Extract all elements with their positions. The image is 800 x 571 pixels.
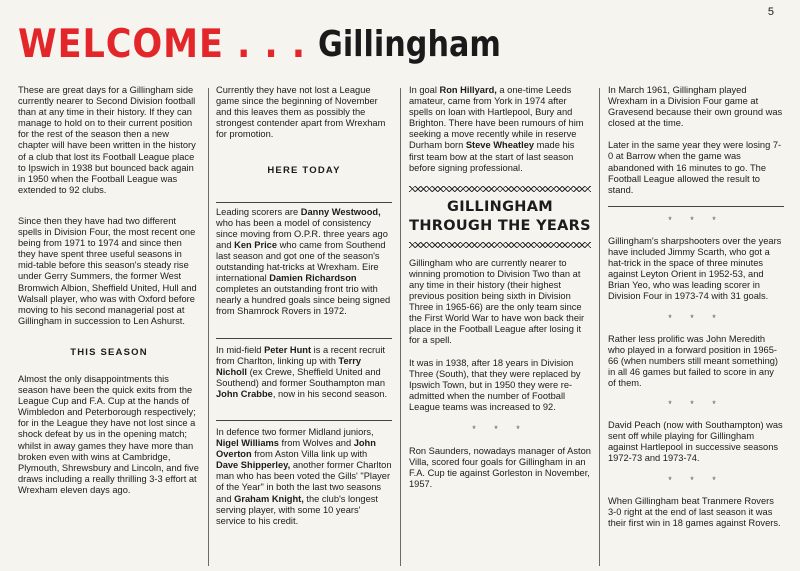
separator-stars: * * * — [472, 423, 528, 434]
player-name: Ron Hillyard, — [439, 85, 497, 95]
paragraph: In March 1961, Gillingham played Wrexham in a Division Four game at Gravesend because their own ground was closed at the time. — [608, 85, 783, 129]
paragraph: Rather less prolific was John Meredith who played in a forward position in 1965-66 (when numbers still meant something) in all 46 games but failed to score in any of them. — [608, 333, 779, 388]
player-name: Damien Richardson — [269, 273, 357, 284]
paragraph: Gillingham who are currently nearer to winning promotion to Division Two than at any time in their history (their highest previous position being sixth in Division Three in 1965-66) are the only team since the First World War to have won back their place in the Football League after losing it for a spell. — [409, 257, 585, 346]
column-1 — [18, 85, 200, 496]
paragraph: In goal Ron Hillyard, a one-time Leeds amateur, came from York in 1974 after spells on loan with Hartlepool, Bury and Brighton. There have been rumours of him seeking a move recently while in reserve Durham born Steve Wheatley made his first team bow at the start of last season before signing professional. — [409, 85, 584, 173]
paragraph: Since then they have had two different spells in Division Four, the most recent one being from 1971 to 1974 and since then they have spent three useful seasons in mid-table before this season's steady rise under Gerry Summers, the former West Bromwich Albion, Sheffield United, Hull and Walsall player, who was with Oxford before moving to his second managerial post at Gillingham in succession to Len Ashurst. — [18, 215, 197, 326]
separator-stars: * * * — [668, 312, 724, 323]
column-2 — [216, 85, 392, 527]
paragraph: In defence two former Midland juniors, Nigel Williams from Wolves and John Overton from Aston Villa link up with Dave Shipperley, another former Charlton man who has been voted the Gills' "Player of the Year" in both the last two seasons and Graham Knight, the club's longest serving player, with some 10 years' service to his credit. — [216, 420, 392, 527]
player-name: Steve Wheatley — [465, 140, 535, 151]
paragraph: In mid-field Peter Hunt is a recent recruit from Charlton, linking up with Terry Nicholl (ex Crewe, Sheffield United and Southend) and former Southampton man John Crabbe, now in his second season. — [216, 338, 392, 400]
column-rule — [599, 88, 600, 566]
players-box — [216, 202, 392, 527]
page-title — [18, 22, 501, 67]
column-4 — [608, 85, 784, 529]
player-name: Nigel Williams — [216, 438, 279, 449]
decorative-border — [409, 186, 591, 192]
column-rule — [400, 88, 401, 566]
paragraph: When Gillingham beat Tranmere Rovers 3-0 right at the end of last season it was their first win in 18 games against Rovers. — [608, 495, 781, 528]
paragraph: David Peach (now with Southampton) was sent off while playing for Gillingham against Hartlepool in successive seasons 1972-73 and 1973-74. — [608, 420, 783, 464]
player-name: Terry Nicholl — [216, 355, 362, 377]
page-number: 5 — [767, 6, 774, 18]
paragraph: Leading scorers are Danny Westwood, who has been a model of consistency since moving from O.P.R. three years ago and Ken Price who came from Southend last season and got one of the season's outstanding hat-tricks at Wrexham. Eire international Damien Richardson completes an outstanding front trio with nearly a hundred goals since being signed from Shamrock Rovers in 1972. — [216, 206, 391, 317]
player-name: John Crabbe — [216, 388, 273, 399]
column-3 — [409, 85, 591, 490]
title-welcome: WELCOME . . . — [18, 22, 306, 67]
player-name: Dave Shipperley, — [216, 460, 291, 471]
decorative-border — [409, 242, 591, 248]
section-heading: THIS SEASON — [70, 346, 148, 358]
player-name: John Overton — [216, 438, 376, 460]
paragraph: Currently they have not lost a League game since the beginning of November and this leaves them as possibly the strongest contender apart from Wrexham for promotion. — [216, 85, 386, 140]
separator-stars: * * * — [668, 399, 724, 410]
paragraph: Later in the same year they were losing 7-0 at Barrow when the game was abandoned with 16 minutes to go. The Football League allowed the result to stand. — [608, 140, 782, 195]
player-name: Graham Knight, — [234, 493, 304, 504]
paragraph: Almost the only disappointments this season have been the quick exits from the League Cup and F.A. Cup at the hands of Wimbledon and Peterborough respectively; for in the League they have not lost since a shock defeat by us in the opening match; whilst in away games they have more than broken even with wins at Cambridge, Plymouth, Shrewsbury and Lincoln, and five draws including a really thrilling 3-3 effort at Wrexham eleven days ago. — [18, 373, 199, 495]
title-team: Gillingham — [318, 24, 501, 65]
separator-stars: * * * — [668, 474, 724, 485]
separator-stars: * * * — [608, 206, 784, 226]
paragraph: Ron Saunders, nowadays manager of Aston Villa, scored four goals for Gillingham in an F.A. Cup tie against Gorleston in November, 1957. — [409, 446, 591, 490]
player-name: Danny Westwood, — [300, 206, 381, 217]
player-name: Ken Price — [234, 239, 277, 250]
paragraph: Gillingham's sharpshooters over the years have included Jimmy Scarth, who got a hat-trick in the space of three minutes against Leyton Orient in 1952-53, and Brian Yeo, who was leading scorer in Division Four in 1973-74 with 31 goals. — [608, 235, 782, 302]
paragraph: It was in 1938, after 18 years in Division Three (South), that they were replaced by Ipswich Town, but in 1950 they were re-admitted when the number of Football League teams was increased to 92. — [409, 357, 581, 412]
paragraph: These are great days for a Gillingham side currently nearer to Second Division football than at any time in their history. If they can manage to hold on to their current position for the rest of the season then a new chapter will have been written in the history of a club that lost its Football League place to Ipswich in 1938 but bounced back again in 1950 when the Football League was extended to 92 clubs. — [18, 85, 196, 195]
column-rule — [208, 88, 209, 566]
section-heading: HERE TODAY — [267, 165, 341, 177]
player-name: Peter Hunt — [264, 344, 312, 355]
section-heading: GILLINGHAM THROUGH THE YEARS — [409, 198, 591, 234]
